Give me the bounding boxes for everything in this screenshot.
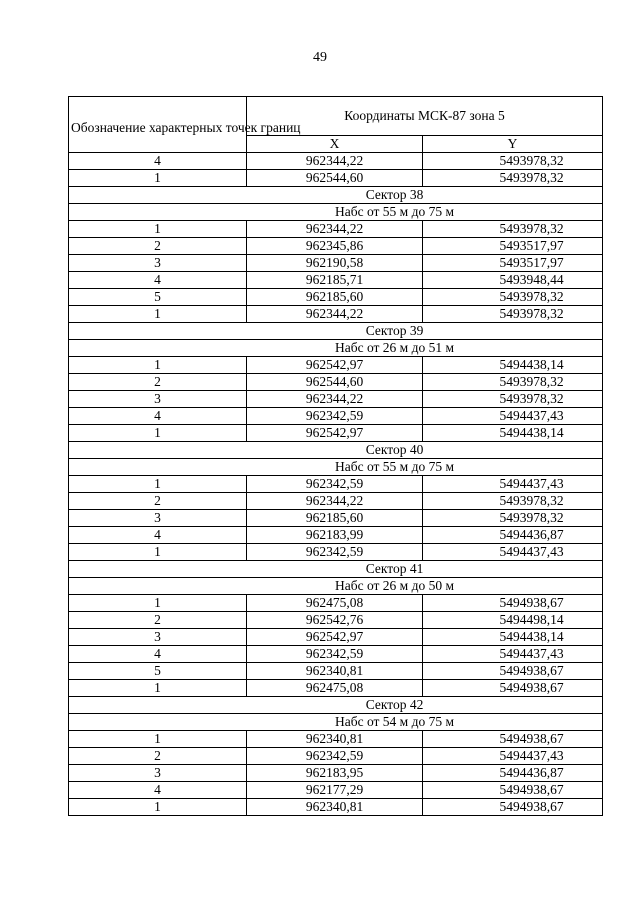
point-number-cell: 1 [69,170,247,187]
point-number-cell: 4 [69,527,247,544]
section-label: Сектор 40 [69,442,603,459]
point-number-cell: 2 [69,612,247,629]
y-coordinate-cell: 5494437,43 [423,646,603,663]
point-number-cell: 4 [69,782,247,799]
x-coordinate-cell: 962344,22 [247,391,423,408]
point-number-cell: 1 [69,595,247,612]
point-number-cell: 1 [69,221,247,238]
y-coordinate-cell: 5493978,32 [423,510,603,527]
point-number-cell: 4 [69,646,247,663]
table-body [69,153,603,816]
table-row [69,544,603,561]
point-number-cell: 4 [69,272,247,289]
table-row [69,408,603,425]
point-number-cell: 3 [69,510,247,527]
point-number-cell: 1 [69,731,247,748]
x-coordinate-cell: 962342,59 [247,476,423,493]
x-coordinate-cell: 962185,60 [247,510,423,527]
y-coordinate-cell: 5494938,67 [423,799,603,816]
table-row [69,510,603,527]
section-label: Набс от 55 м до 75 м [69,459,603,476]
section-row [69,340,603,357]
x-coordinate-cell: 962185,71 [247,272,423,289]
y-coordinate-cell: 5494938,67 [423,731,603,748]
point-number-cell: 2 [69,238,247,255]
y-coordinate-cell: 5494437,43 [423,476,603,493]
table-row [69,357,603,374]
coordinates-table [68,96,603,816]
section-row [69,459,603,476]
y-coordinate-cell: 5494437,43 [423,544,603,561]
table-row [69,425,603,442]
x-coordinate-cell: 962342,59 [247,408,423,425]
point-number-cell: 3 [69,765,247,782]
y-coordinate-cell: 5494438,14 [423,357,603,374]
y-coordinate-cell: 5493978,32 [423,289,603,306]
table-row [69,255,603,272]
y-coordinate-cell: 5493517,97 [423,238,603,255]
point-number-cell: 2 [69,748,247,765]
y-coordinate-cell: 5494437,43 [423,748,603,765]
table-row [69,289,603,306]
section-row [69,204,603,221]
section-label: Набс от 26 м до 51 м [69,340,603,357]
section-row [69,323,603,340]
table-row [69,629,603,646]
point-number-cell: 2 [69,493,247,510]
section-row [69,697,603,714]
section-label: Сектор 38 [69,187,603,204]
table-row [69,765,603,782]
point-number-cell: 4 [69,153,247,170]
x-coordinate-cell: 962177,29 [247,782,423,799]
point-number-cell: 3 [69,629,247,646]
point-number-cell: 4 [69,408,247,425]
x-coordinate-cell: 962475,08 [247,595,423,612]
x-coordinate-cell: 962342,59 [247,646,423,663]
section-label: Набс от 55 м до 75 м [69,204,603,221]
x-coordinate-cell: 962183,99 [247,527,423,544]
section-row [69,187,603,204]
coordinates-header: Координаты МСК-87 зона 5 [247,97,603,136]
y-coordinate-cell: 5493978,32 [423,374,603,391]
y-coordinate-cell: 5494438,14 [423,629,603,646]
point-number-cell: 1 [69,544,247,561]
table-row [69,680,603,697]
y-column-header: Y [423,136,603,153]
x-coordinate-cell: 962342,59 [247,544,423,561]
table-row [69,306,603,323]
table-row [69,612,603,629]
x-coordinate-cell: 962342,59 [247,748,423,765]
x-coordinate-cell: 962340,81 [247,731,423,748]
point-number-cell: 1 [69,476,247,493]
table-row [69,646,603,663]
y-coordinate-cell: 5493978,32 [423,170,603,187]
section-row [69,442,603,459]
table-row [69,221,603,238]
section-row [69,578,603,595]
y-coordinate-cell: 5494938,67 [423,782,603,799]
table-header-row [69,97,603,136]
y-coordinate-cell: 5493978,32 [423,221,603,238]
x-coordinate-cell: 962344,22 [247,153,423,170]
point-designation-header: Обозначение характерных точек границ [69,97,247,153]
table-row [69,493,603,510]
table-row [69,731,603,748]
table-row [69,748,603,765]
y-coordinate-cell: 5493517,97 [423,255,603,272]
section-label: Сектор 42 [69,697,603,714]
point-number-cell: 1 [69,680,247,697]
point-number-cell: 3 [69,391,247,408]
section-label: Сектор 39 [69,323,603,340]
point-number-cell: 1 [69,799,247,816]
x-coordinate-cell: 962340,81 [247,799,423,816]
y-coordinate-cell: 5494438,14 [423,425,603,442]
table-row [69,238,603,255]
point-number-cell: 1 [69,306,247,323]
x-coordinate-cell: 962190,58 [247,255,423,272]
y-coordinate-cell: 5494436,87 [423,527,603,544]
section-row [69,714,603,731]
x-coordinate-cell: 962544,60 [247,170,423,187]
y-coordinate-cell: 5494938,67 [423,595,603,612]
table-row [69,476,603,493]
x-coordinate-cell: 962344,22 [247,493,423,510]
x-column-header: X [247,136,423,153]
table-row [69,782,603,799]
x-coordinate-cell: 962542,97 [247,629,423,646]
point-number-cell: 1 [69,357,247,374]
x-coordinate-cell: 962475,08 [247,680,423,697]
y-coordinate-cell: 5493978,32 [423,153,603,170]
point-number-cell: 3 [69,255,247,272]
y-coordinate-cell: 5493948,44 [423,272,603,289]
x-coordinate-cell: 962344,22 [247,306,423,323]
y-coordinate-cell: 5494437,43 [423,408,603,425]
x-coordinate-cell: 962183,95 [247,765,423,782]
y-coordinate-cell: 5493978,32 [423,493,603,510]
y-coordinate-cell: 5493978,32 [423,306,603,323]
y-coordinate-cell: 5493978,32 [423,391,603,408]
page-number: 49 [313,50,327,65]
x-coordinate-cell: 962344,22 [247,221,423,238]
x-coordinate-cell: 962542,97 [247,425,423,442]
point-number-cell: 5 [69,663,247,680]
x-coordinate-cell: 962542,97 [247,357,423,374]
point-number-cell: 1 [69,425,247,442]
table-row [69,527,603,544]
table-row [69,170,603,187]
point-number-cell: 5 [69,289,247,306]
section-label: Набс от 26 м до 50 м [69,578,603,595]
x-coordinate-cell: 962340,81 [247,663,423,680]
table-row [69,799,603,816]
table-row [69,595,603,612]
section-row [69,561,603,578]
x-coordinate-cell: 962185,60 [247,289,423,306]
point-number-cell: 2 [69,374,247,391]
y-coordinate-cell: 5494938,67 [423,680,603,697]
table-row [69,391,603,408]
table-row [69,663,603,680]
section-label: Набс от 54 м до 75 м [69,714,603,731]
table-row [69,272,603,289]
y-coordinate-cell: 5494498,14 [423,612,603,629]
x-coordinate-cell: 962345,86 [247,238,423,255]
x-coordinate-cell: 962544,60 [247,374,423,391]
table-row [69,374,603,391]
y-coordinate-cell: 5494938,67 [423,663,603,680]
x-coordinate-cell: 962542,76 [247,612,423,629]
y-coordinate-cell: 5494436,87 [423,765,603,782]
section-label: Сектор 41 [69,561,603,578]
table-row [69,153,603,170]
